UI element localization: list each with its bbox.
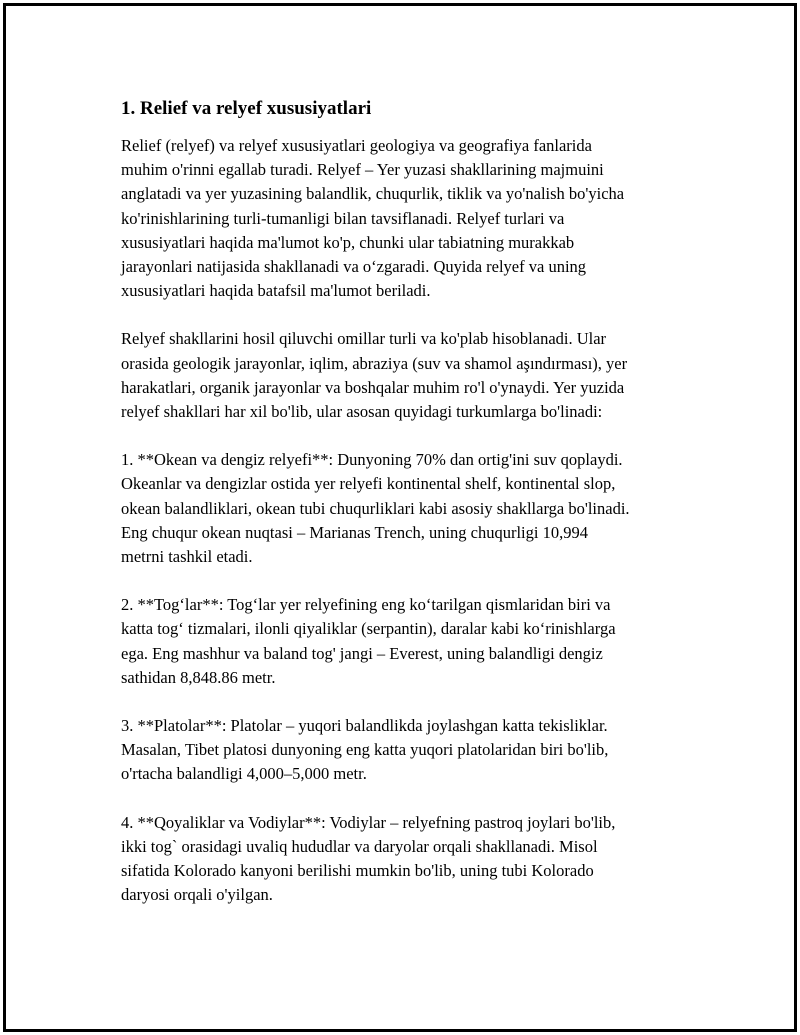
text-line: metrni tashkil etadi. bbox=[121, 547, 253, 567]
list-item-plateaus bbox=[121, 714, 696, 787]
text-line: harakatlari, organik jarayonlar va boshqalar muhim ro'l o'ynaydi. Yer yuzida bbox=[121, 377, 625, 397]
list-item-mountains bbox=[121, 593, 696, 690]
text-line: Eng chuqur okean nuqtasi – Marianas Trench, uning chuqurligi 10,994 bbox=[121, 522, 588, 542]
list-item-valleys bbox=[121, 811, 696, 908]
text-line: sathidan 8,848.86 metr. bbox=[121, 667, 276, 687]
text-line: Masalan, Tibet platosi dunyoning eng katta yuqori platolaridan biri bo'lib, bbox=[121, 740, 609, 760]
text-line: Relief (relyef) va relyef xususiyatlari geologiya va geografiya fanlarida bbox=[121, 136, 592, 155]
text-line: Relyef shakllarini hosil qiluvchi omillar turli va ko'plab hisoblanadi. Ular bbox=[121, 329, 607, 349]
text-line: ega. Eng mashhur va baland tog' jangi – Everest, uning balandligi dengiz bbox=[121, 643, 603, 663]
page-frame bbox=[3, 3, 797, 1032]
text-line: 2. **Tog‘lar**: Tog‘lar yer relyefining eng ko‘tarilgan qismlaridan biri va bbox=[121, 595, 611, 615]
document-content bbox=[121, 96, 696, 931]
list-item-ocean bbox=[121, 448, 696, 569]
text-line: relyef shakllari har xil bo'lib, ular asosan quyidagi turkumlarga bo'linadi: bbox=[121, 402, 603, 422]
text-line: xususiyatlari haqida batafsil ma'lumot beriladi. bbox=[121, 281, 431, 301]
text-line: anglatadi va yer yuzasining balandlik, chuqurlik, tiklik va yo'nalish bo'yicha bbox=[121, 184, 625, 204]
paragraph-factors bbox=[121, 327, 696, 424]
text-line: ikki tog` orasidagi uvaliq hududlar va daryolar orqali shakllanadi. Misol bbox=[121, 836, 598, 856]
text-line: orasida geologik jarayonlar, iqlim, abraziya (suv va shamol aşındırması), yer bbox=[121, 353, 628, 373]
text-line: daryosi orqali o'yilgan. bbox=[121, 885, 273, 905]
text-line: 4. **Qoyaliklar va Vodiylar**: Vodiylar – relyefning pastroq joylari bo'lib, bbox=[121, 812, 616, 832]
section-heading: 1. Relief va relyef xususiyatlari bbox=[121, 98, 372, 119]
text-line: Okeanlar va dengizlar ostida yer relyefi kontinental shelf, kontinental slop, bbox=[121, 474, 616, 494]
text-line: ko'rinishlarining turli-tumanligi bilan tavsiflanadi. Relyef turlari va bbox=[121, 208, 565, 228]
text-line: o'rtacha balandligi 4,000–5,000 metr. bbox=[121, 764, 367, 784]
text-line: muhim o'rinni egallab turadi. Relyef – Yer yuzasi shakllarining majmuini bbox=[121, 160, 604, 180]
paragraph-intro bbox=[121, 134, 696, 303]
text-line: sifatida Kolorado kanyoni berilishi mumkin bo'lib, uning tubi Kolorado bbox=[121, 861, 594, 881]
text-line: 1. **Okean va dengiz relyefi**: Dunyoning 70% dan ortig'ini suv qoplaydi. bbox=[121, 450, 623, 470]
text-line: katta tog‘ tizmalari, ilonli qiyaliklar (serpantin), daralar kabi ko‘rinishlarga bbox=[121, 619, 616, 639]
text-line: okean balandliklari, okean tubi chuqurliklari kabi asosiy shakllarga bo'linadi. bbox=[121, 498, 630, 518]
text-line: xususiyatlari haqida ma'lumot ko'p, chunki ular tabiatning murakkab bbox=[121, 232, 575, 252]
text-line: jarayonlari natijasida shakllanadi va o‘zgaradi. Quyida relyef va uning bbox=[121, 257, 587, 277]
text-line: 3. **Platolar**: Platolar – yuqori balandlikda joylashgan katta tekisliklar. bbox=[121, 716, 608, 736]
